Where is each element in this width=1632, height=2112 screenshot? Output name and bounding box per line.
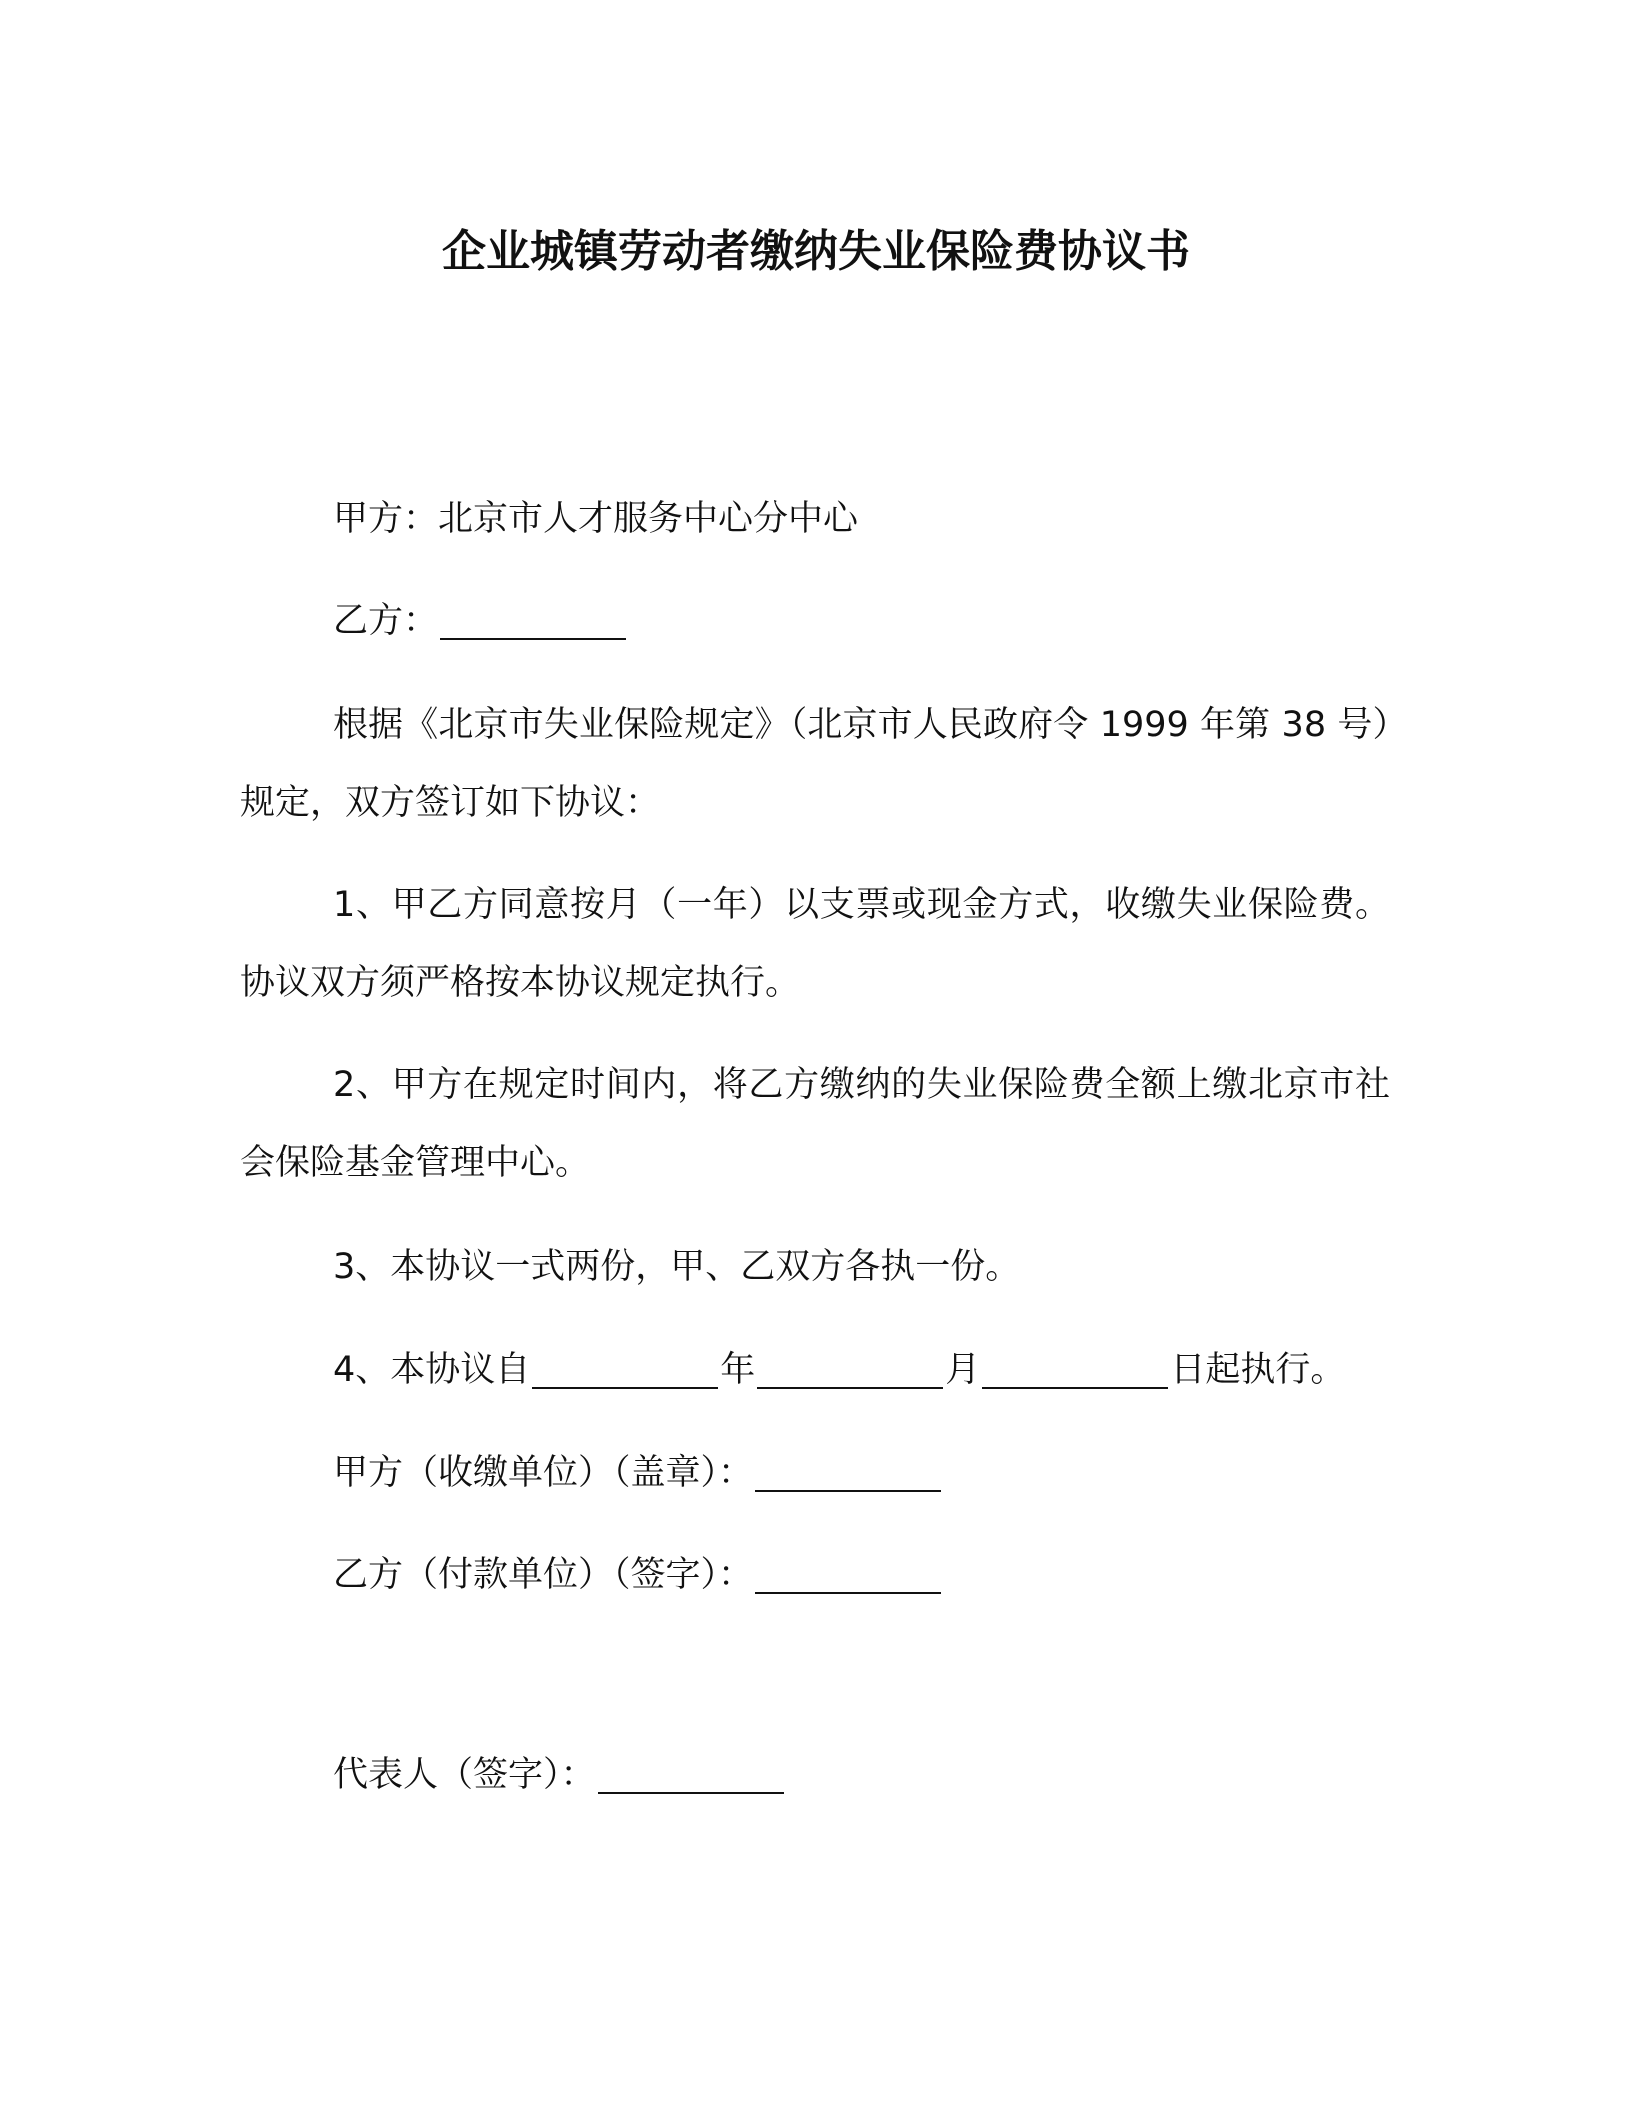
sign-party-a	[333, 1448, 943, 1498]
clause-4-year-blank[interactable]	[532, 1347, 718, 1389]
clause-2: 2、甲方在规定时间内，将乙方缴纳的失业保险费全额上缴北京市社会保险基金管理中心。	[240, 1065, 1390, 1183]
sign-party-b-label: 乙方（付款单位）（签字）：	[333, 1555, 754, 1595]
clause-4-suffix: 日起执行。	[1170, 1350, 1346, 1390]
clause-4-month-blank[interactable]	[757, 1347, 943, 1389]
clause-4-day-blank[interactable]	[982, 1347, 1168, 1389]
sign-party-a-blank[interactable]	[755, 1450, 941, 1492]
party-b-line	[333, 596, 628, 646]
sign-party-b-blank[interactable]	[755, 1552, 941, 1594]
clause-4-prefix: 4、本协议自	[333, 1350, 531, 1390]
representative-sign	[333, 1750, 786, 1800]
party-b-label: 乙方：	[333, 601, 439, 641]
representative-label: 代表人（签字）：	[333, 1755, 596, 1795]
clause-4	[333, 1345, 1345, 1395]
sign-party-b	[333, 1550, 943, 1600]
intro-paragraph: 根据《北京市失业保险规定》（北京市人民政府令 1999 年第 38 号）规定，双方签订如下协议：	[240, 705, 1390, 823]
clause-1: 1、甲乙方同意按月（一年）以支票或现金方式，收缴失业保险费。协议双方须严格按本协议规定执行。	[240, 885, 1390, 1003]
document-title: 企业城镇劳动者缴纳失业保险费协议书	[442, 226, 1190, 277]
party-b-blank[interactable]	[440, 598, 626, 640]
sign-party-a-label: 甲方（收缴单位）（盖章）：	[333, 1453, 754, 1493]
clause-4-year-label: 年	[720, 1350, 756, 1390]
party-a-line: 甲方：北京市人才服务中心分中心	[333, 499, 859, 539]
clause-3: 3、本协议一式两份，甲、乙双方各执一份。	[333, 1247, 1021, 1287]
clause-4-month-label: 月	[945, 1350, 981, 1390]
representative-blank[interactable]	[598, 1752, 784, 1794]
